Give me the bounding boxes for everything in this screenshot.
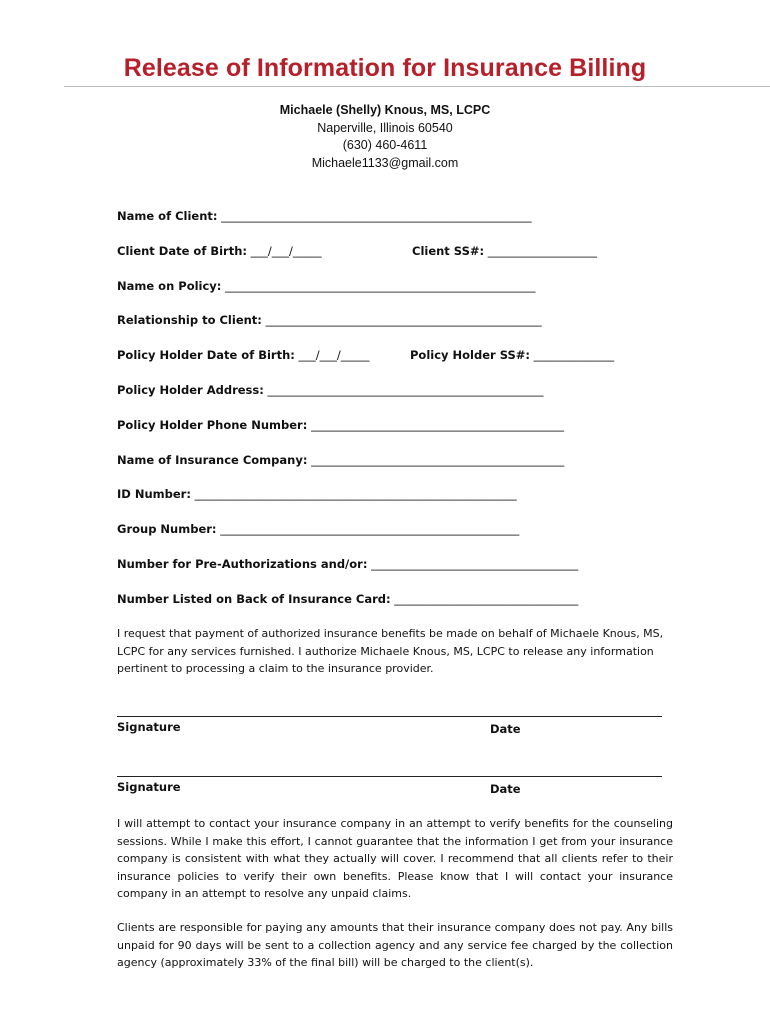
client-name-label: Name of Client: <box>117 209 218 223</box>
name-on-policy-label: Name on Policy: <box>117 279 222 293</box>
holder-phone-field[interactable] <box>117 418 564 432</box>
authorization-paragraph: I request that payment of authorized insurance benefits be made on behalf of Michaele Knous, MS, LCPC for any services furnished. I authorize Michaele Knous, MS, LCPC to release any information pertinent to processing a claim to the insurance provider. <box>117 627 664 675</box>
date-label-1: Date <box>490 722 521 736</box>
id-number-label: ID Number: <box>117 487 191 501</box>
holder-address-blank[interactable]: ________________________________________________ <box>267 383 544 397</box>
responsibility-paragraph: Clients are responsible for paying any amounts that their insurance company does not pay. Any bills unpaid for 90 days will be sent to a collection agency and any service fee charged by the collection agency (approximately 33% of the final bill) will be charged to the client(s). <box>117 921 673 969</box>
holder-ss-field[interactable] <box>410 348 614 362</box>
client-ss-label: Client SS#: <box>412 244 485 258</box>
provider-city: Naperville, Illinois 60540 <box>317 120 453 135</box>
insurance-company-field[interactable] <box>117 453 564 467</box>
holder-ss-blank[interactable]: ______________ <box>533 348 615 362</box>
client-name-field[interactable] <box>117 209 532 223</box>
back-of-card-label: Number Listed on Back of Insurance Card: <box>117 592 391 606</box>
signature-label-1: Signature <box>117 720 181 734</box>
insurance-company-label: Name of Insurance Company: <box>117 453 308 467</box>
relationship-blank[interactable]: ________________________________________________ <box>265 313 542 327</box>
group-number-label: Group Number: <box>117 522 217 536</box>
holder-dob-label: Policy Holder Date of Birth: <box>117 348 295 362</box>
pre-auth-number-label: Number for Pre-Authorizations and/or: <box>117 557 368 571</box>
date-label-2: Date <box>490 782 521 796</box>
holder-address-label: Policy Holder Address: <box>117 383 264 397</box>
group-number-blank[interactable]: ____________________________________________________ <box>220 522 520 536</box>
provider-contact-block <box>0 102 770 172</box>
verification-paragraph: I will attempt to contact your insurance company in an attempt to verify benefits for the counseling sessions. While I make this effort, I cannot guarantee that the information I get from your insurance company is consistent with what they actually will cover. I recommend that all clients refer to their insurance policies to verify their own benefits. Please know that I will contact your insurance company in an attempt to resolve any unpaid claims. <box>117 817 673 900</box>
group-number-field[interactable] <box>117 522 519 536</box>
id-number-blank[interactable]: ________________________________________________________ <box>194 487 517 501</box>
client-ss-field[interactable] <box>412 244 597 258</box>
provider-phone: (630) 460-4611 <box>342 138 428 152</box>
signature-line-2[interactable] <box>117 776 662 777</box>
name-on-policy-blank[interactable]: ______________________________________________________ <box>225 279 536 293</box>
signature-line-1[interactable] <box>117 716 662 717</box>
holder-address-field[interactable] <box>117 383 543 397</box>
client-ss-blank[interactable]: ___________________ <box>487 244 598 258</box>
provider-name: Michaele (Shelly) Knous, MS, LCPC <box>279 103 491 117</box>
client-dob-field[interactable] <box>117 244 322 258</box>
client-dob-blank[interactable]: ___/___/_____ <box>250 244 322 258</box>
relationship-field[interactable] <box>117 313 542 327</box>
back-of-card-field[interactable] <box>117 592 578 606</box>
relationship-label: Relationship to Client: <box>117 313 262 327</box>
insurance-company-blank[interactable]: ____________________________________________ <box>311 453 565 467</box>
client-dob-label: Client Date of Birth: <box>117 244 247 258</box>
provider-email: Michaele1133@gmail.com <box>311 155 459 170</box>
pre-auth-number-field[interactable] <box>117 557 578 571</box>
client-name-blank[interactable]: ______________________________________________________ <box>221 209 532 223</box>
id-number-field[interactable] <box>117 487 517 501</box>
holder-dob-field[interactable] <box>117 348 370 362</box>
title-divider <box>64 86 770 87</box>
pre-auth-number-blank[interactable]: ____________________________________ <box>371 557 579 571</box>
page-title: Release of Information for Insurance Billing <box>123 54 647 82</box>
name-on-policy-field[interactable] <box>117 279 536 293</box>
holder-phone-blank[interactable]: ____________________________________________ <box>310 418 564 432</box>
holder-ss-label: Policy Holder SS#: <box>410 348 530 362</box>
signature-label-2: Signature <box>117 780 181 794</box>
holder-dob-blank[interactable]: ___/___/_____ <box>298 348 370 362</box>
back-of-card-blank[interactable]: ________________________________ <box>394 592 579 606</box>
holder-phone-label: Policy Holder Phone Number: <box>117 418 308 432</box>
